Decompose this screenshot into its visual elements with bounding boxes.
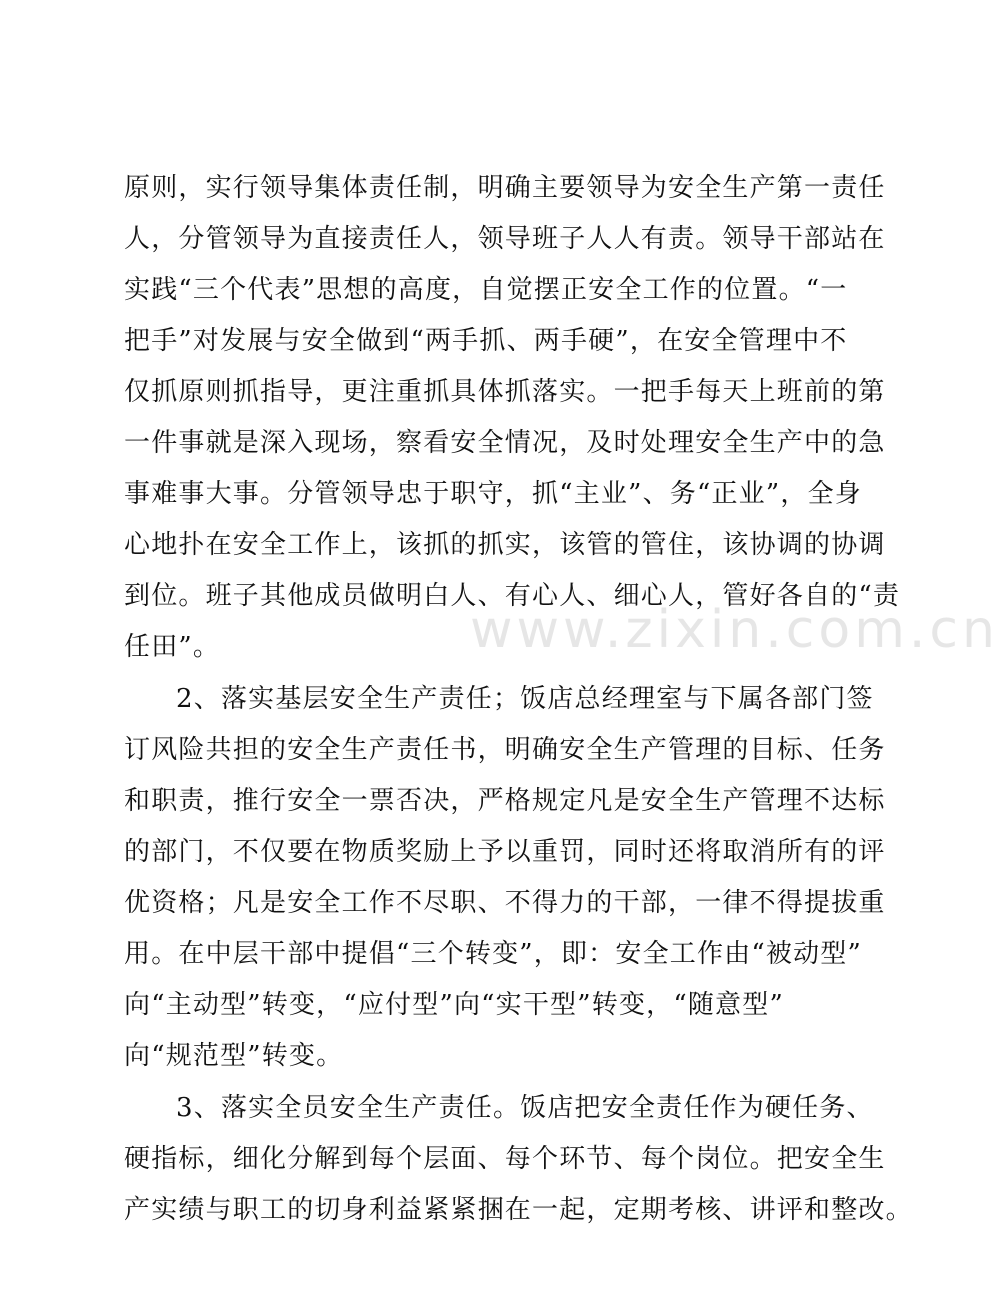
text-line: 原则，实行领导集体责任制，明确主要领导为安全生产第一责任	[124, 173, 886, 203]
text-line: 把手”对发展与安全做到“两手抓、两手硬”，在安全管理中不	[124, 326, 848, 356]
text-line: 订风险共担的安全生产责任书，明确安全生产管理的目标、任务	[124, 735, 886, 765]
text-line: 心地扑在安全工作上，该抓的抓实，该管的管住，该协调的协调	[124, 530, 886, 560]
text-line: 和职责，推行安全一票否决，严格规定凡是安全生产管理不达标	[124, 786, 886, 816]
text-line: 优资格；凡是安全工作不尽职、不得力的干部，一律不得提拔重	[124, 888, 886, 918]
paragraph-3-start: 3、落实全员安全生产责任。饭店把安全责任作为硬任务、	[176, 1093, 874, 1123]
paragraph-2-start: 2、落实基层安全生产责任；饭店总经理室与下属各部门签	[176, 684, 874, 714]
text-line: 用。在中层干部中提倡“三个转变”，即：安全工作由“被动型”	[124, 939, 862, 969]
text-line: 产实绩与职工的切身利益紧紧捆在一起，定期考核、讲评和整改。	[124, 1195, 913, 1225]
text-line: 硬指标，细化分解到每个层面、每个环节、每个岗位。把安全生	[124, 1144, 886, 1174]
text-line: 事难事大事。分管领导忠于职守，抓“主业”、务“正业”，全身	[124, 479, 862, 509]
text-line: 向“规范型”转变。	[124, 1041, 344, 1071]
text-line: 到位。班子其他成员做明白人、有心人、细心人，管好各自的“责	[124, 581, 901, 611]
text-line: 实践“三个代表”思想的高度，自觉摆正安全工作的位置。“一	[124, 275, 848, 305]
text-line: 的部门，不仅要在物质奖励上予以重罚，同时还将取消所有的评	[124, 837, 886, 867]
text-line: 任田”。	[124, 632, 221, 662]
text-line: 人，分管领导为直接责任人，领导班子人人有责。领导干部站在	[124, 224, 886, 254]
text-line: 一件事就是深入现场，察看安全情况，及时处理安全生产中的急	[124, 428, 886, 458]
text-line: 仅抓原则抓指导，更注重抓具体抓落实。一把手每天上班前的第	[124, 377, 886, 407]
text-line: 向“主动型”转变，“应付型”向“实干型”转变，“随意型”	[124, 990, 784, 1020]
watermark: www.zixin.com.cn	[470, 600, 999, 660]
